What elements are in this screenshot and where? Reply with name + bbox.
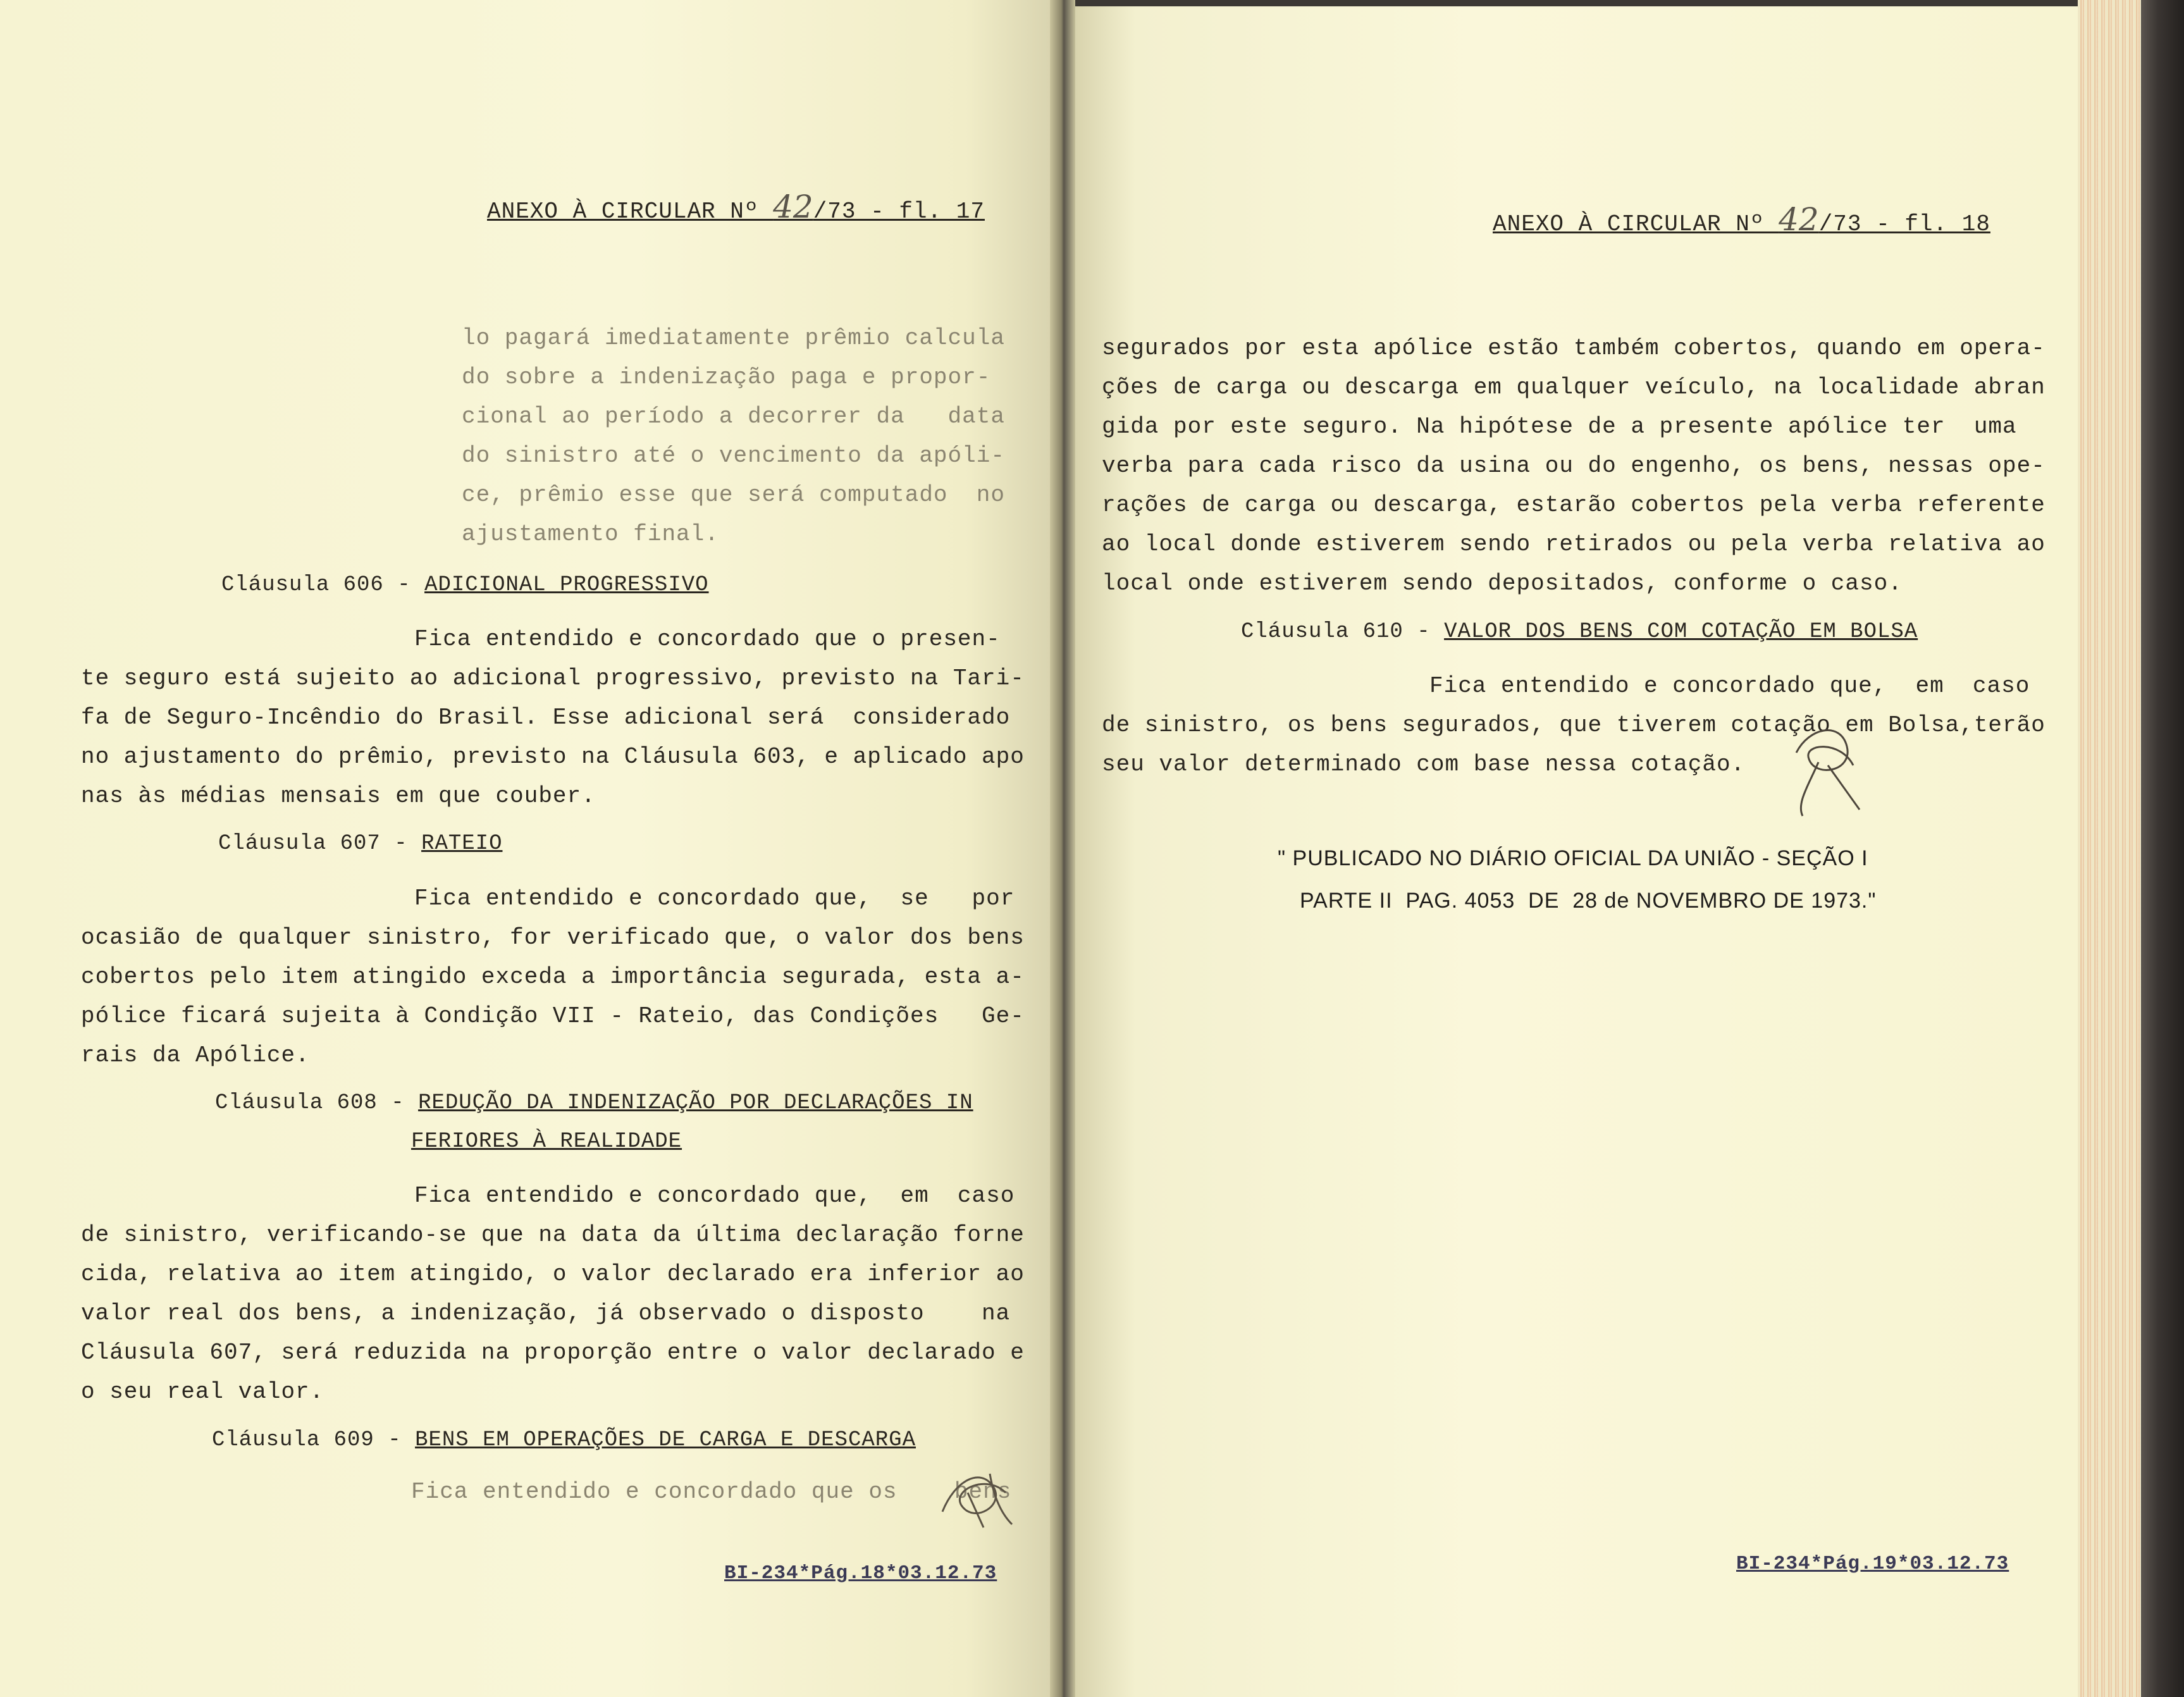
text-line: nas às médias mensais em que couber. (81, 783, 596, 809)
clause-610-heading (1241, 620, 1918, 644)
publication-notice-line2: PARTE II PAG. 4053 DE 28 de NOVEMBRO DE 1973." (1300, 889, 1877, 913)
clause-label: Cláusula 607 - (218, 832, 422, 856)
text-line: cida, relativa ao item atingido, o valor declarado era inferior ao (81, 1261, 1025, 1287)
handwritten-signature (930, 1455, 1025, 1543)
text-line: valor real dos bens, a indenização, já observado o disposto na (81, 1300, 1011, 1326)
book-page-edges (2078, 0, 2141, 1697)
text-line: Fica entendido e concordado que, em caso (414, 1183, 1015, 1209)
clause-607-heading (218, 832, 502, 856)
header-prefix: ANEXO À CIRCULAR Nº (487, 199, 774, 225)
text-line: pólice ficará sujeita à Condição VII - Rateio, das Condições Ge- (81, 1003, 1025, 1029)
clause-label: Cláusula 606 - (221, 573, 425, 597)
text-line: Fica entendido e concordado que, se por (414, 886, 1015, 911)
publication-notice-line1: " PUBLICADO NO DIÁRIO OFICIAL DA UNIÃO - SEÇÃO I (1278, 846, 1868, 870)
text-line: Fica entendido e concordado que os bens (411, 1479, 1012, 1505)
text-line: do sinistro até o vencimento da apóli- (462, 443, 1005, 469)
clause-608-heading-cont (411, 1130, 682, 1154)
book-top-shadow (1075, 0, 2100, 6)
text-line: segurados por esta apólice estão também cobertos, quando em opera- (1102, 335, 2045, 361)
clause-title: ADICIONAL PROGRESSIVO (424, 573, 709, 597)
clause-title-continuation: FERIORES À REALIDADE (411, 1130, 682, 1154)
text-line: gida por este seguro. Na hipótese de a presente apólice ter uma (1102, 414, 2017, 440)
text-line: cional ao período a decorrer da data (462, 404, 1005, 429)
footer-page-code: BI-234*Pág.18*03.12.73 (724, 1562, 997, 1584)
handwritten-signature (1784, 715, 1872, 829)
text-line: lo pagará imediatamente prêmio calcula (462, 325, 1005, 351)
footer-page-code: BI-234*Pág.19*03.12.73 (1736, 1553, 2009, 1575)
clause-title: BENS EM OPERAÇÕES DE CARGA E DESCARGA (415, 1428, 916, 1452)
text-line: do sobre a indenização paga e propor- (462, 364, 991, 390)
header-suffix: /73 - fl. 18 (1818, 211, 1990, 237)
book-cover-edge (2141, 0, 2184, 1697)
text-line: local onde estiverem sendo depositados, conforme o caso. (1102, 571, 1903, 596)
text-line: no ajustamento do prêmio, previsto na Cláusula 603, e aplicado apo (81, 744, 1025, 770)
text-line: verba para cada risco da usina ou do engenho, os bens, nessas ope- (1102, 453, 2045, 479)
text-line: ções de carga ou descarga em qualquer veículo, na localidade abran (1102, 374, 2045, 400)
text-line: te seguro está sujeito ao adicional progressivo, previsto na Tari- (81, 665, 1025, 691)
clause-label: Cláusula 608 - (215, 1091, 419, 1115)
text-line: ocasião de qualquer sinistro, for verificado que, o valor dos bens (81, 925, 1025, 951)
text-line: rações de carga ou descarga, estarão cobertos pela verba referente (1102, 492, 2045, 518)
clause-606-heading (221, 573, 709, 597)
clause-608-heading (215, 1091, 973, 1115)
text-line: Fica entendido e concordado que, em caso (1429, 673, 2030, 699)
text-line: o seu real valor. (81, 1379, 324, 1405)
left-page-header (487, 188, 985, 225)
text-line: seu valor determinado com base nessa cotação. (1102, 751, 1746, 777)
header-suffix: /73 - fl. 17 (813, 199, 985, 225)
text-line: Fica entendido e concordado que o presen- (414, 626, 1001, 652)
text-line: de sinistro, verificando-se que na data da última declaração forne (81, 1222, 1025, 1248)
text-line: de sinistro, os bens segurados, que tiverem cotação em Bolsa,terão (1102, 712, 2045, 738)
clause-label: Cláusula 609 - (212, 1428, 416, 1452)
clause-609-heading (212, 1428, 916, 1452)
text-line: ajustamento final. (462, 521, 719, 547)
right-page-header (1493, 201, 1990, 238)
right-page (1075, 0, 2078, 1697)
header-prefix: ANEXO À CIRCULAR Nº (1493, 211, 1779, 237)
clause-title: REDUÇÃO DA INDENIZAÇÃO POR DECLARAÇÕES IN (418, 1091, 973, 1115)
handwritten-circular-number: 42 (773, 188, 813, 225)
text-line: ao local donde estiverem sendo retirados ou pela verba relativa ao (1102, 531, 2045, 557)
clause-title: RATEIO (421, 832, 503, 856)
text-line: rais da Apólice. (81, 1042, 310, 1068)
handwritten-circular-number: 42 (1779, 201, 1819, 238)
text-line: fa de Seguro-Incêndio do Brasil. Esse adicional será considerado (81, 705, 1011, 731)
text-line: cobertos pelo item atingido exceda a importância segurada, esta a- (81, 964, 1025, 990)
book-gutter (1050, 0, 1075, 1697)
left-page (0, 0, 1050, 1697)
clause-title: VALOR DOS BENS COM COTAÇÃO EM BOLSA (1444, 620, 1918, 644)
text-line: ce, prêmio esse que será computado no (462, 482, 1005, 508)
text-line: Cláusula 607, será reduzida na proporção entre o valor declarado e (81, 1340, 1025, 1366)
clause-label: Cláusula 610 - (1241, 620, 1445, 644)
